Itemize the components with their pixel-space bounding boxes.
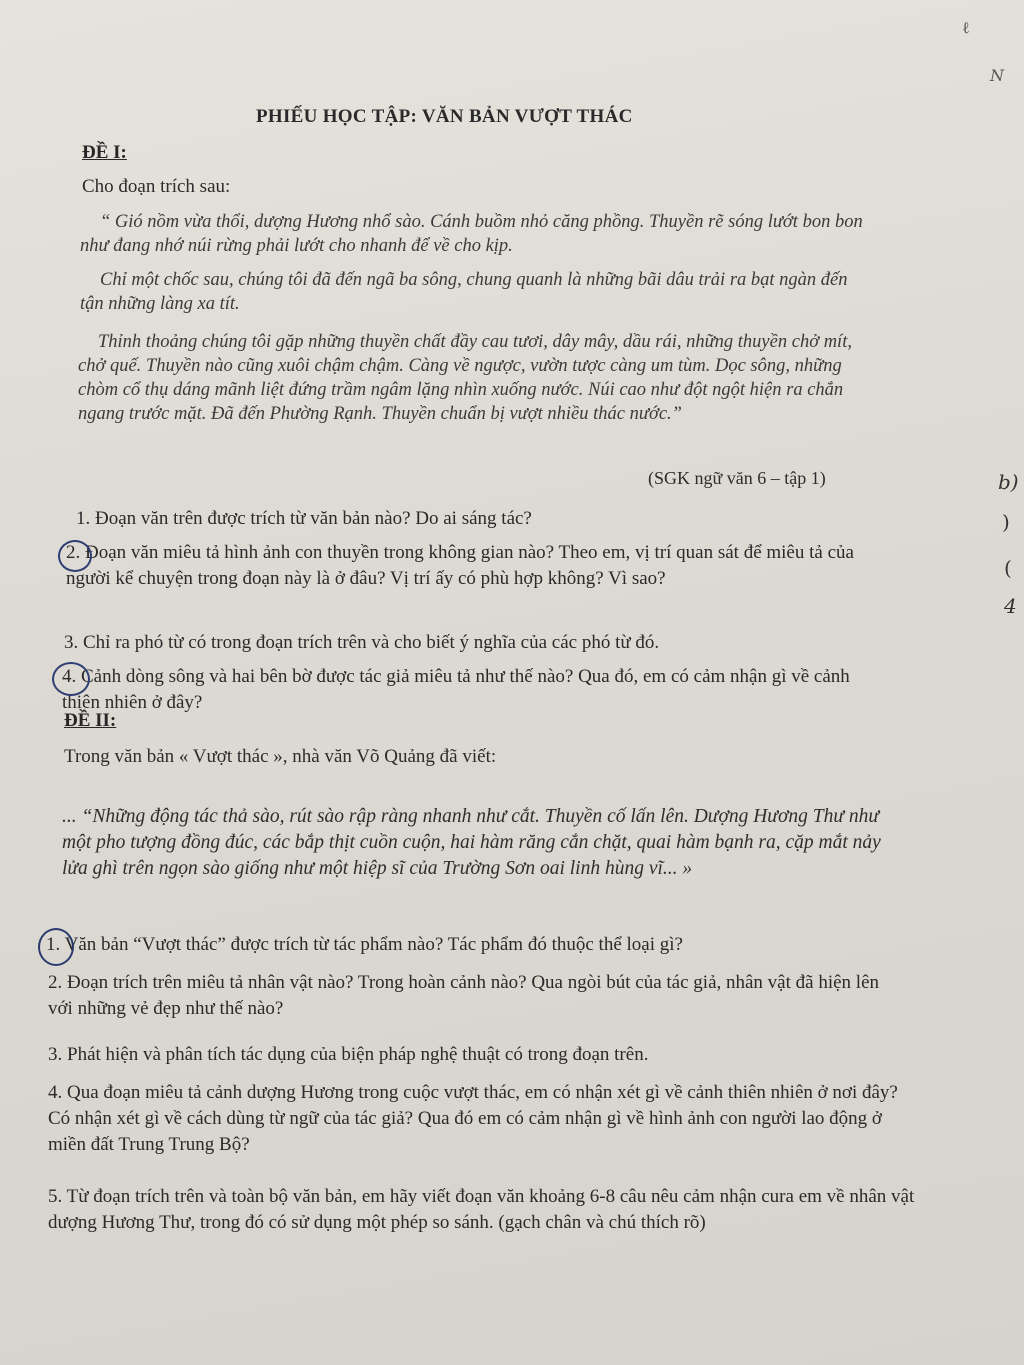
handwritten-mark-top-right: N [990, 66, 1004, 85]
section1-passage-paragraph-3: Thỉnh thoảng chúng tôi gặp những thuyền chất đầy cau tươi, dây mây, dầu rái, những thuyền chở mít, chở quế. Thuyền nào cũng xuôi chậm chậm. Càng về ngược, vườn tược càng um tùm. Dọc sông, những chòm cổ thụ dáng mãnh liệt đứng trầm ngâm lặng nhìn xuống nước. Núi cao như đột ngột hiện ra chắn ngang trước mặt. Đã đến Phường Rạnh. Thuyền chuẩn bị vượt nhiều thác nước.” [78, 332, 852, 424]
margin-note-b: b) [998, 470, 1019, 494]
section1-heading: ĐỀ I: [82, 142, 127, 163]
section1-passage-paragraph-1: “ Gió nồm vừa thổi, dượng Hương nhổ sào. Cánh buồm nhỏ căng phồng. Thuyền rẽ sóng lướt bon bon như đang nhớ núi rừng phải lướt cho nhanh để về cho kịp. [80, 212, 863, 256]
section2-intro: Trong văn bản « Vượt thác », nhà văn Võ Quảng đã viết: [64, 746, 497, 767]
handwritten-circle-question-2 [58, 540, 92, 572]
handwritten-mark-top: ℓ [962, 18, 970, 37]
handwritten-circle-section2-question-1 [38, 928, 74, 966]
section2-question-5: 5. Từ đoạn trích trên và toàn bộ văn bản, em hãy viết đoạn văn khoảng 6-8 câu nêu cảm nhận cura em về nhân vật dượng Hương Thư, trong đó có sử dụng một phép so sánh. (gạch chân và chú thích rõ) [48, 1186, 915, 1233]
section1-question-4: 4. Cảnh dòng sông và hai bên bờ được tác giả miêu tả như thế nào? Qua đó, em có cảm nhận gì về cảnh thiên nhiên ở đây? [62, 666, 850, 713]
section1-passage-paragraph-2: Chỉ một chốc sau, chúng tôi đã đến ngã ba sông, chung quanh là những bãi dâu trải ra bạt ngàn đến tận những làng xa tít. [80, 270, 848, 314]
handwritten-circle-question-4 [52, 662, 90, 696]
section1-question-3: 3. Chỉ ra phó từ có trong đoạn trích trên và cho biết ý nghĩa của các phó từ đó. [64, 632, 660, 653]
margin-note-paren-open: ( [1004, 556, 1012, 580]
section2-passage: ... “Những động tác thả sào, rút sào rập ràng nhanh như cắt. Thuyền cố lấn lên. Dượng Hương Thư như một pho tượng đồng đúc, các bắp thịt cuồn cuộn, hai hàm răng cắn chặt, quai hàm bạnh ra, cặp mắt nảy lửa ghì trên ngọn sào giống như một hiệp sĩ của Trường Sơn oai linh hùng vĩ... » [62, 806, 881, 879]
section2-heading: ĐỀ II: [64, 710, 117, 731]
section1-question-2: 2. Đoạn văn miêu tả hình ảnh con thuyền trong không gian nào? Theo em, vị trí quan sát để miêu tả của người kể chuyện trong đoạn này là ở đâu? Vị trí ấy có phù hợp không? Vì sao? [66, 542, 854, 589]
section1-source: (SGK ngữ văn 6 – tập 1) [648, 468, 826, 488]
margin-note-4: 4 [1004, 594, 1017, 618]
section1-intro: Cho đoạn trích sau: [82, 176, 231, 197]
section2-question-4: 4. Qua đoạn miêu tả cảnh dượng Hương trong cuộc vượt thác, em có nhận xét gì về cảnh thiên nhiên ở nơi đây? Có nhận xét gì về cách dùng từ ngữ của tác giả? Qua đó em có cảm nhận gì về hình ảnh con người lao động ở miền đất Trung Trung Bộ? [48, 1082, 898, 1155]
margin-note-paren-close: ) [1002, 510, 1010, 534]
section2-question-2: 2. Đoạn trích trên miêu tả nhân vật nào? Trong hoàn cảnh nào? Qua ngòi bút của tác giả, nhân vật đã hiện lên với những vẻ đẹp như thế nào? [48, 972, 879, 1019]
section2-question-3: 3. Phát hiện và phân tích tác dụng của biện pháp nghệ thuật có trong đoạn trên. [48, 1044, 649, 1065]
worksheet-title: PHIẾU HỌC TẬP: VĂN BẢN VƯỢT THÁC [256, 106, 633, 127]
section1-question-1: 1. Đoạn văn trên được trích từ văn bản nào? Do ai sáng tác? [76, 508, 532, 529]
section2-question-1: 1. Văn bản “Vượt thác” được trích từ tác phẩm nào? Tác phẩm đó thuộc thể loại gì? [46, 934, 683, 955]
